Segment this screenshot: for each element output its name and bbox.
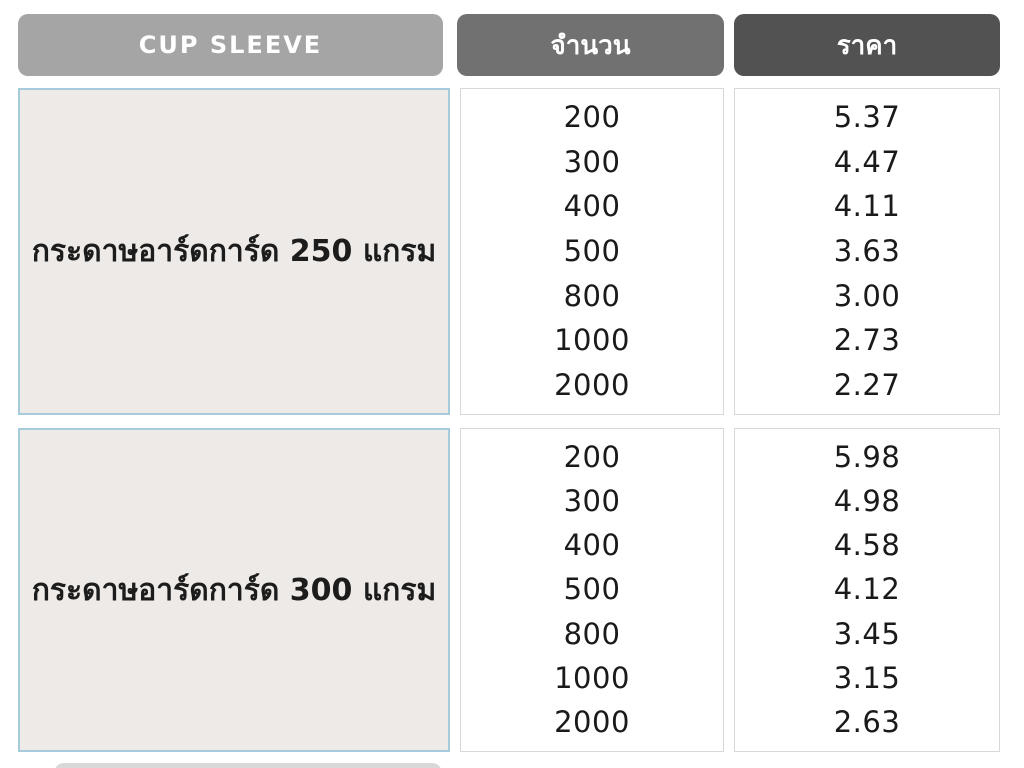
price-value: 5.98 xyxy=(833,439,901,474)
price-cell xyxy=(734,428,1000,752)
price-value: 2.27 xyxy=(833,368,901,403)
quantity-value: 300 xyxy=(563,483,621,518)
price-value: 3.15 xyxy=(833,661,901,696)
price-value: 3.00 xyxy=(833,278,901,313)
header-product xyxy=(18,14,443,76)
header-price xyxy=(734,14,1000,76)
quantity-value: 300 xyxy=(563,144,621,179)
header-quantity-label: จำนวน xyxy=(550,30,631,61)
quantity-value: 400 xyxy=(563,189,621,224)
price-value: 4.47 xyxy=(833,144,901,179)
quantity-cell xyxy=(460,428,724,752)
price-value: 2.73 xyxy=(833,323,901,358)
price-value: 3.45 xyxy=(833,616,901,651)
quantity-value: 500 xyxy=(563,233,621,268)
price-value: 2.63 xyxy=(833,705,901,740)
price-value: 4.98 xyxy=(833,483,901,518)
quantity-value: 200 xyxy=(563,99,621,134)
product-name-cell xyxy=(18,88,450,415)
header-price-label: ราคา xyxy=(836,30,898,61)
quantity-value: 2000 xyxy=(554,705,630,740)
product-name: กระดาษอาร์ดการ์ด 250 แกรม xyxy=(31,234,437,269)
product-name-cell xyxy=(18,428,450,752)
quantity-value: 500 xyxy=(563,572,621,607)
quantity-value: 1000 xyxy=(554,323,630,358)
header-quantity xyxy=(457,14,724,76)
quantity-cell xyxy=(460,88,724,415)
product-name: กระดาษอาร์ดการ์ด 300 แกรม xyxy=(31,572,437,608)
quantity-value: 1000 xyxy=(554,661,630,696)
quantity-value: 2000 xyxy=(554,368,630,403)
price-cell xyxy=(734,88,1000,415)
price-value: 4.12 xyxy=(833,572,901,607)
price-value: 3.63 xyxy=(833,233,901,268)
header-product-label: CUP SLEEVE xyxy=(138,31,323,59)
price-value: 4.58 xyxy=(833,528,901,563)
price-value: 5.37 xyxy=(833,99,901,134)
price-value: 4.11 xyxy=(833,189,901,224)
next-section-header-peek xyxy=(54,763,442,768)
quantity-value: 400 xyxy=(563,528,621,563)
quantity-value: 200 xyxy=(563,439,621,474)
quantity-value: 800 xyxy=(563,616,621,651)
quantity-value: 800 xyxy=(563,278,621,313)
